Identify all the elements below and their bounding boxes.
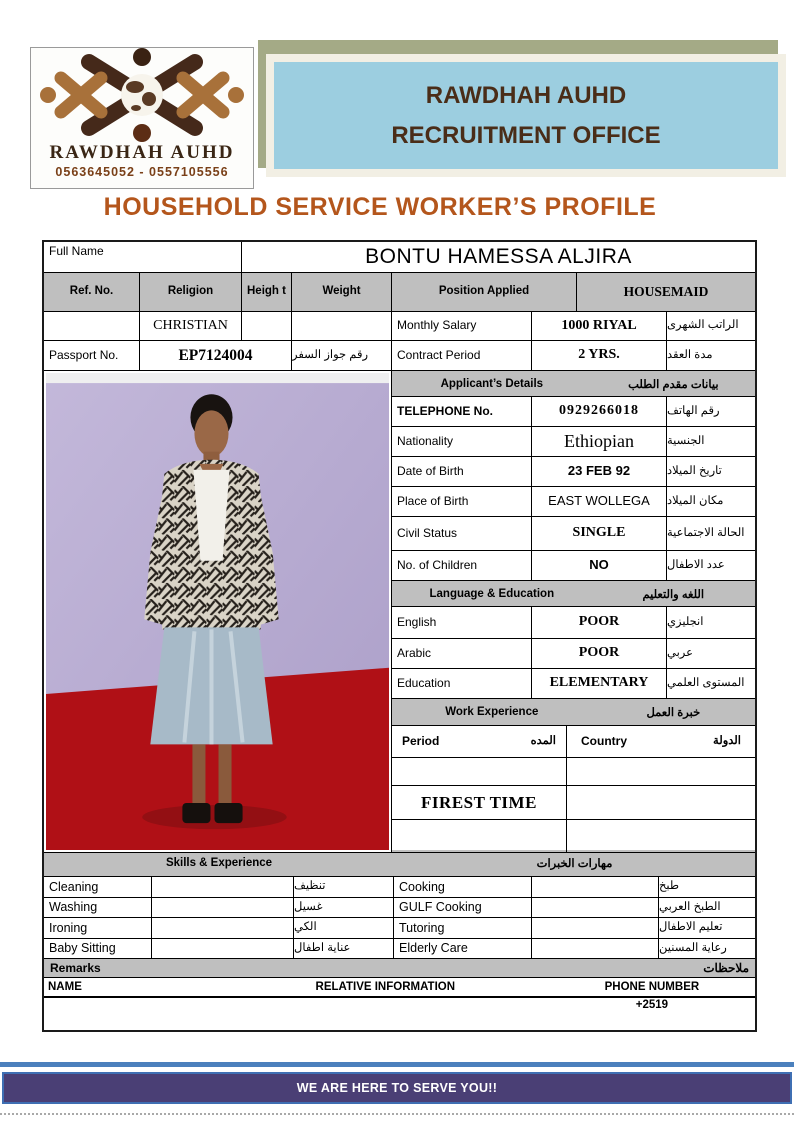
country-label: Country (581, 733, 627, 748)
weight-header: Weight (292, 273, 392, 312)
nationality-value: Ethiopian (532, 427, 667, 457)
passport-contract-row (44, 341, 755, 371)
date-of-birth-label: Date of Birth (392, 457, 532, 487)
skills-header (44, 850, 755, 877)
elderly-care-arabic: رعاية المسنين (659, 939, 755, 960)
contract-period-value: 2 YRS. (532, 341, 667, 371)
weight-value (292, 312, 392, 341)
religion-salary-row (44, 312, 755, 341)
date-of-birth-value: 23 FEB 92 (532, 457, 667, 487)
period-header (392, 726, 567, 758)
ironing-label: Ironing (44, 918, 152, 939)
agency-name: RAWDHAH AUHD (49, 142, 235, 163)
work-row-3 (392, 820, 755, 853)
religion-value: CHRISTIAN (140, 312, 242, 341)
skills-title-en: Skills & Experience (165, 857, 273, 869)
telephone-label: TELEPHONE No. (392, 397, 532, 427)
work-experience-header (392, 699, 755, 726)
full-name-value: BONTU HAMESSA ALJIRA (242, 242, 755, 273)
office-title-line1: RAWDHAH AUHD (425, 81, 627, 109)
language-education-title-en: Language & Education (429, 587, 555, 600)
full-name-row (44, 242, 755, 273)
footer-slogan-banner (2, 1072, 792, 1104)
language-education-title-ar: اللغه والتعليم (642, 588, 705, 601)
height-value (242, 312, 292, 341)
tutoring-arabic: تعليم الاطفال (659, 918, 755, 939)
education-value: ELEMENTARY (532, 669, 667, 699)
work-period-2: FIREST TIME (392, 786, 567, 820)
tutoring-value (532, 918, 659, 939)
relative-information-section (44, 978, 755, 1030)
monthly-salary-value: 1000 RIYAL (532, 312, 667, 341)
country-header (567, 726, 755, 758)
place-of-birth-row (392, 487, 755, 517)
cleaning-label: Cleaning (44, 877, 152, 898)
remarks-header (44, 959, 755, 978)
religion-header: Religion (140, 273, 242, 312)
washing-label: Washing (44, 898, 152, 919)
details-panel (392, 371, 755, 853)
agency-phone-numbers: 0563645052 - 0557105556 (55, 165, 229, 179)
relative-phone-value: +2519 (635, 999, 669, 1011)
arabic-row (392, 639, 755, 669)
washing-value (152, 898, 294, 919)
english-row (392, 607, 755, 639)
elderly-care-label: Elderly Care (394, 939, 532, 960)
relative-phone-header: PHONE NUMBER (604, 981, 700, 993)
work-row-1 (392, 758, 755, 786)
nationality-arabic: الجنسية (667, 427, 755, 457)
footer-slogan-text: WE ARE HERE TO SERVE YOU!! (296, 1081, 498, 1095)
work-period-3 (392, 820, 567, 853)
telephone-row (392, 397, 755, 427)
telephone-arabic: رقم الهاتف (667, 397, 755, 427)
ironing-arabic: الكي (294, 918, 394, 939)
english-value: POOR (532, 607, 667, 639)
period-arabic: المده (530, 734, 556, 747)
work-country-2 (567, 786, 755, 820)
nationality-label: Nationality (392, 427, 532, 457)
monthly-salary-arabic: الراتب الشهرى (667, 312, 755, 341)
gulf-cooking-value (532, 898, 659, 919)
office-title-line2: RECRUITMENT OFFICE (391, 121, 661, 149)
ref-no-header: Ref. No. (44, 273, 140, 312)
footer-accent-bar (0, 1062, 794, 1067)
education-row (392, 669, 755, 699)
period-label: Period (402, 733, 440, 748)
middle-section (44, 371, 755, 850)
passport-value: EP7124004 (140, 341, 292, 371)
arabic-label: Arabic (392, 639, 532, 669)
country-arabic: الدولة (713, 734, 741, 747)
cooking-value (532, 877, 659, 898)
cooking-arabic: طبخ (659, 877, 755, 898)
education-label: Education (392, 669, 532, 699)
ironing-value (152, 918, 294, 939)
contract-period-label: Contract Period (392, 341, 532, 371)
gulf-cooking-arabic: الطبخ العربي (659, 898, 755, 919)
passport-label: Passport No. (44, 341, 140, 371)
applicant-details-header (392, 371, 755, 397)
period-country-header-row (392, 726, 755, 758)
skills-title-ar: مهارات الخبرات (536, 858, 613, 870)
relative-information-header: RELATIVE INFORMATION (315, 981, 456, 993)
english-label: English (392, 607, 532, 639)
tutoring-label: Tutoring (394, 918, 532, 939)
skill-row-babysitting-elderly (44, 939, 755, 960)
office-title-banner (266, 54, 786, 177)
remarks-label-en: Remarks (50, 961, 101, 975)
date-of-birth-arabic: تاريخ الميلاد (667, 457, 755, 487)
contract-period-arabic: مدة العقد (667, 341, 755, 371)
work-row-2 (392, 786, 755, 820)
work-experience-title-en: Work Experience (445, 706, 539, 718)
place-of-birth-arabic: مكان الميلاد (667, 487, 755, 517)
baby-sitting-label: Baby Sitting (44, 939, 152, 960)
cleaning-arabic: تنظيف (294, 877, 394, 898)
passport-arabic: رقم جواز السفر (292, 341, 392, 371)
education-arabic: المستوى العلمي (667, 669, 755, 699)
skill-row-cleaning-cooking (44, 877, 755, 898)
skill-row-ironing-tutoring (44, 918, 755, 939)
ref-no-value (44, 312, 140, 341)
agency-logo-box (30, 47, 254, 189)
identity-header-row (44, 273, 755, 312)
date-of-birth-row (392, 457, 755, 487)
height-header: Heigh t (242, 273, 292, 312)
page-bottom-dotted-divider (0, 1113, 794, 1115)
page-title: HOUSEHOLD SERVICE WORKER’S PROFILE (103, 193, 657, 221)
civil-status-row (392, 517, 755, 551)
washing-arabic: غسيل (294, 898, 394, 919)
work-experience-title-ar: خبرة العمل (646, 707, 701, 719)
children-row (392, 551, 755, 581)
worker-profile-table (42, 240, 757, 1032)
relative-name-header: NAME (48, 981, 82, 993)
position-applied-value: HOUSEMAID (577, 273, 755, 312)
children-arabic: عدد الاطفال (667, 551, 755, 581)
telephone-value: 0929266018 (532, 397, 667, 427)
applicant-photo (44, 371, 392, 853)
cooking-label: Cooking (394, 877, 532, 898)
position-applied-header: Position Applied (392, 273, 577, 312)
place-of-birth-label: Place of Birth (392, 487, 532, 517)
civil-status-value: SINGLE (532, 517, 667, 551)
work-period-1 (392, 758, 567, 786)
children-value: NO (532, 551, 667, 581)
baby-sitting-value (152, 939, 294, 960)
monthly-salary-label: Monthly Salary (392, 312, 532, 341)
civil-status-arabic: الحالة الاجتماعية (667, 517, 755, 551)
work-country-3 (567, 820, 755, 853)
arabic-arabic: عربي (667, 639, 755, 669)
arabic-value: POOR (532, 639, 667, 669)
applicant-photo-image (46, 373, 389, 850)
work-country-1 (567, 758, 755, 786)
elderly-care-value (532, 939, 659, 960)
full-name-label: Full Name (44, 242, 242, 273)
english-arabic: انجليزي (667, 607, 755, 639)
applicant-details-title-ar: بيانات مقدم الطلب (628, 378, 719, 391)
baby-sitting-arabic: عناية اطفال (294, 939, 394, 960)
agency-logo-icon (39, 48, 245, 144)
cleaning-value (152, 877, 294, 898)
language-education-header (392, 581, 755, 607)
gulf-cooking-label: GULF Cooking (394, 898, 532, 919)
applicant-details-title-en: Applicant’s Details (440, 377, 544, 390)
children-label: No. of Children (392, 551, 532, 581)
place-of-birth-value: EAST WOLLEGA (532, 487, 667, 517)
remarks-label-ar: ملاحظات (703, 961, 749, 975)
skill-row-washing-gulf (44, 898, 755, 919)
nationality-row (392, 427, 755, 457)
civil-status-label: Civil Status (392, 517, 532, 551)
